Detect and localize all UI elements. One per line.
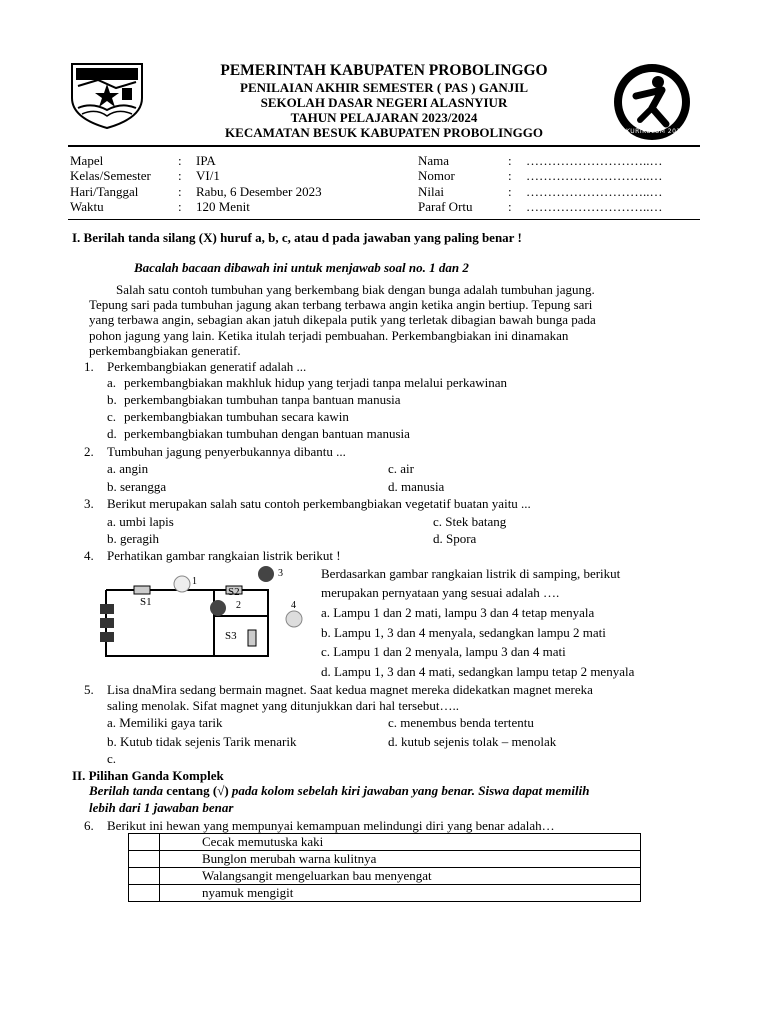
q1-number: 1. [84,359,94,374]
q6-checkbox[interactable] [129,834,160,851]
lamp-2-label: 2 [236,600,241,611]
q2-option-c[interactable]: c. air [388,461,414,476]
q1-option-letter[interactable]: c. [107,409,117,424]
q6-number: 6. [84,818,94,833]
q3-number: 3. [84,496,94,511]
info-label-nama: Nama [418,153,450,168]
info-sep: : [508,184,512,199]
q6-option: nyamuk mengigit [160,885,641,902]
q4-description: Berdasarkan gambar rangkaian listrik di samping, berikut [321,566,621,581]
section-2-instruction [89,783,589,799]
q2-option-d[interactable]: d. manusia [388,479,445,494]
reading-line: Salah satu contoh tumbuhan yang berkembang biak dengan bunga adalah tumbuhan jagung. [116,282,595,297]
lamp-4-label: 4 [291,600,296,611]
curriculum-logo-text: KURIKULUM 2013 [626,128,686,135]
instruction-part: Berilah tanda [89,783,167,798]
info-label-waktu: Waktu [70,199,104,214]
q4-text: Perhatikan gambar rangkaian listrik berikut ! [107,548,341,563]
q4-option-b[interactable]: b. Lampu 1, 3 dan 4 menyala, sedangkan lampu 2 mati [321,625,606,640]
info-field-nomor[interactable]: ………………………..… [526,168,663,183]
q6-options-table [128,833,641,902]
header-line-1: PEMERINTAH KABUPATEN PROBOLINGGO [220,62,548,79]
q5-option-b[interactable]: b. Kutub tidak sejenis Tarik menarik [107,734,297,749]
info-sep: : [178,153,182,168]
q1-option-letter[interactable]: b. [107,392,117,407]
info-sep: : [508,153,512,168]
q6-text: Berikut ini hewan yang mempunyai kemampuan melindungi diri yang benar adalah… [107,818,555,833]
q5-text: saling menolak. Sifat magnet yang ditunjukkan dari hal tersebut….. [107,698,460,713]
reading-line: pohon jagung yang lain. Ketika itulah terjadi pembuahan. Perkembangbiakan ini dinamakan [89,328,569,343]
q2-option-a[interactable]: a. angin [107,461,149,476]
q3-option-d[interactable]: d. Spora [433,531,477,546]
q5-option-d[interactable]: d. kutub sejenis tolak – menolak [388,734,557,749]
instruction-checkmark: centang (√) [166,783,229,798]
info-value-waktu: 120 Menit [196,199,250,214]
q5-text: Lisa dnaMira sedang bermain magnet. Saat kedua magnet mereka didekatkan magnet mereka [107,682,593,697]
q4-option-a[interactable]: a. Lampu 1 dan 2 mati, lampu 3 dan 4 tetap menyala [321,605,595,620]
lamp-3-label: 3 [278,568,283,579]
q3-text: Berikut merupakan salah satu contoh perkembangbiakan vegetatif buatan yaitu ... [107,496,531,511]
q6-option: Walangsangit mengeluarkan bau menyengat [160,868,641,885]
q4-option-c[interactable]: c. Lampu 1 dan 2 menyala, lampu 3 dan 4 mati [321,644,566,659]
info-sep: : [508,199,512,214]
table-row [129,868,641,885]
info-sep: : [178,184,182,199]
header-line-3: SEKOLAH DASAR NEGERI ALASNYIUR [260,95,508,110]
q1-option-letter[interactable]: d. [107,426,117,441]
q4-number: 4. [84,548,94,563]
q6-option: Cecak memutuska kaki [160,834,641,851]
q6-checkbox[interactable] [129,851,160,868]
q5-option-a[interactable]: a. Memiliki gaya tarik [107,715,223,730]
q1-option-a[interactable]: perkembangbiakan makhluk hidup yang terjadi tanpa melalui perkawinan [124,375,508,390]
q5-option-c[interactable]: c. menembus benda tertentu [388,715,534,730]
instruction-part: pada kolom sebelah kiri jawaban yang benar. Siswa dapat memilih [228,783,590,798]
reading-instruction: Bacalah bacaan dibawah ini untuk menjawab soal no. 1 dan 2 [134,260,469,275]
header-line-5: KECAMATAN BESUK KABUPATEN PROBOLINGGO [225,125,543,140]
q2-text: Tumbuhan jagung penyerbukannya dibantu ... [107,444,346,459]
info-label-mapel: Mapel [70,153,104,168]
info-label-nomor: Nomor [418,168,455,183]
q4-option-d[interactable]: d. Lampu 1, 3 dan 4 mati, sedangkan lampu tetap 2 menyala [321,664,635,679]
lamp-1-label: 1 [192,576,197,587]
reading-line: yang terbawa angin, sebagian akan jatuh dikepala putik yang terletak dibagian bawah bunga pada [89,312,596,327]
switch-2-label: S2 [228,586,240,598]
info-field-nilai[interactable]: ………………………..… [526,184,663,199]
switch-3-label: S3 [225,630,237,642]
q1-option-d[interactable]: perkembangbiakan tumbuhan dengan bantuan manusia [124,426,410,441]
table-row [129,834,641,851]
q1-option-b[interactable]: perkembangbiakan tumbuhan tanpa bantuan manusia [124,392,401,407]
q6-option: Bunglon merubah warna kulitnya [160,851,641,868]
section-1-title: I. Berilah tanda silang (X) huruf a, b, c, atau d pada jawaban yang paling benar ! [72,230,522,245]
header-divider [68,145,700,147]
info-field-paraf[interactable]: ………………………..… [526,199,663,214]
info-label-hari: Hari/Tanggal [70,184,139,199]
info-sep: : [178,199,182,214]
table-row [129,851,641,868]
q2-option-b[interactable]: b. serangga [107,479,167,494]
info-sep: : [508,168,512,183]
q3-option-c[interactable]: c. Stek batang [433,514,507,529]
q2-number: 2. [84,444,94,459]
reading-line: Tepung sari pada tumbuhan jagung akan terbang terbawa angin ketika angin bertiup. Tepung sari [89,297,593,312]
info-field-nama[interactable]: ………………………..… [526,153,663,168]
header-line-4: TAHUN PELAJARAN 2023/2024 [290,110,478,125]
header-line-2: PENILAIAN AKHIR SEMESTER ( PAS ) GANJIL [240,80,528,95]
info-label-paraf: Paraf Ortu [418,199,473,214]
table-row [129,885,641,902]
info-value-hari: Rabu, 6 Desember 2023 [196,184,322,199]
info-value-mapel: IPA [196,153,216,168]
q1-option-letter[interactable]: a. [107,375,117,390]
info-divider [68,219,700,220]
switch-1-label: S1 [140,596,152,608]
info-sep: : [178,168,182,183]
q3-option-b[interactable]: b. geragih [107,531,159,546]
info-value-kelas: VI/1 [196,168,220,183]
q1-option-c[interactable]: perkembangbiakan tumbuhan secara kawin [124,409,349,424]
q5-number: 5. [84,682,94,697]
circuit-diagram [98,564,308,664]
reading-line: perkembangbiakan generatif. [89,343,241,358]
q1-text: Perkembangbiakan generatif adalah ... [107,359,307,374]
q3-option-a[interactable]: a. umbi lapis [107,514,174,529]
info-label-nilai: Nilai [418,184,444,199]
q6-checkbox[interactable] [129,868,160,885]
section-2-title: II. Pilihan Ganda Komplek [72,768,224,783]
section-2-instruction-2: lebih dari 1 jawaban benar [89,800,234,815]
info-label-kelas: Kelas/Semester [70,168,151,183]
q4-description: merupakan pernyataan yang sesuai adalah …. [321,585,560,600]
q6-checkbox[interactable] [129,885,160,902]
q5-extra-option[interactable]: c. [107,751,117,766]
